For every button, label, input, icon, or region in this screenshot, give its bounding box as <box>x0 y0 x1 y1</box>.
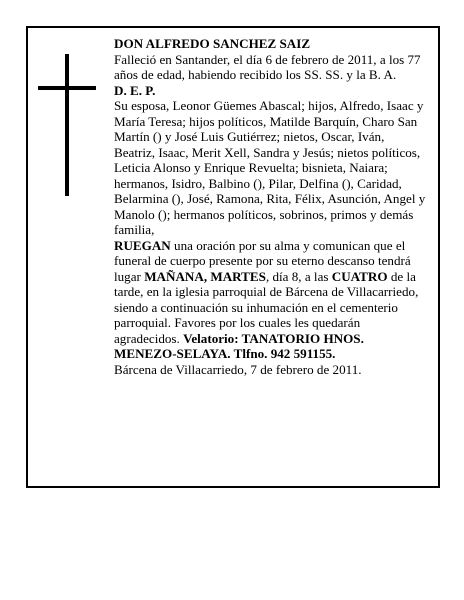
cross-vertical-bar <box>65 54 69 196</box>
funeral-paragraph <box>114 238 426 362</box>
funeral-text-1: una oración por su alma y comunican que el funeral de cuerpo presente por su eterno descanso tendrá lugar <box>114 237 411 284</box>
death-notice: Falleció en Santander, el día 6 de febrero de 2011, a los 77 años de edad, habiendo recibido los SS. SS. y la B. A. <box>114 51 421 82</box>
velatorio-info: Velatorio: TANATORIO HNOS. MENEZO-SELAYA. Tlfno. 942 591155. <box>114 330 364 361</box>
funeral-hour: CUATRO <box>331 268 388 284</box>
ruegan-word: RUEGAN <box>114 237 171 253</box>
family-list: Su esposa, Leonor Güemes Abascal; hijos, Alfredo, Isaac y María Teresa; hijos políticos, Matilde Barquín, Charo San Martín () y José Luis Gutiérrez; nietos, Oscar, Iván, Beatriz, Isaac, Merit Xell, Sandra y Jesús; nietos políticos, Leticia Alonso y Enrique Revuelta; bisnieta, Naiara; hermanos, Isidro, Balbino (), Pilar, Delfina (), Caridad, Belarmina (), José, Ramona, Rita, Félix, Asunción, Angel y Manolo (); hermanos políticos, sobrinos, primos y demás familia, <box>114 98 426 237</box>
obituary-text <box>114 36 426 377</box>
funeral-text-2: , día 8, a las <box>265 268 332 284</box>
place-date: Bárcena de Villacarriedo, 7 de febrero de 2011. <box>114 361 362 377</box>
cross-horizontal-bar <box>38 86 96 90</box>
dep-heading: D. E. P. <box>114 82 156 98</box>
funeral-day: MAÑANA, MARTES <box>144 268 266 284</box>
deceased-name: DON ALFREDO SANCHEZ SAIZ <box>114 36 311 51</box>
funeral-text-3: de la tarde, en la iglesia parroquial de Bárcena de Villacarriedo, siendo a continuación su inhumación en el cementerio parroquial. Favores por los cuales les quedarán agradecidos. <box>114 268 419 346</box>
cross-icon <box>38 54 96 196</box>
